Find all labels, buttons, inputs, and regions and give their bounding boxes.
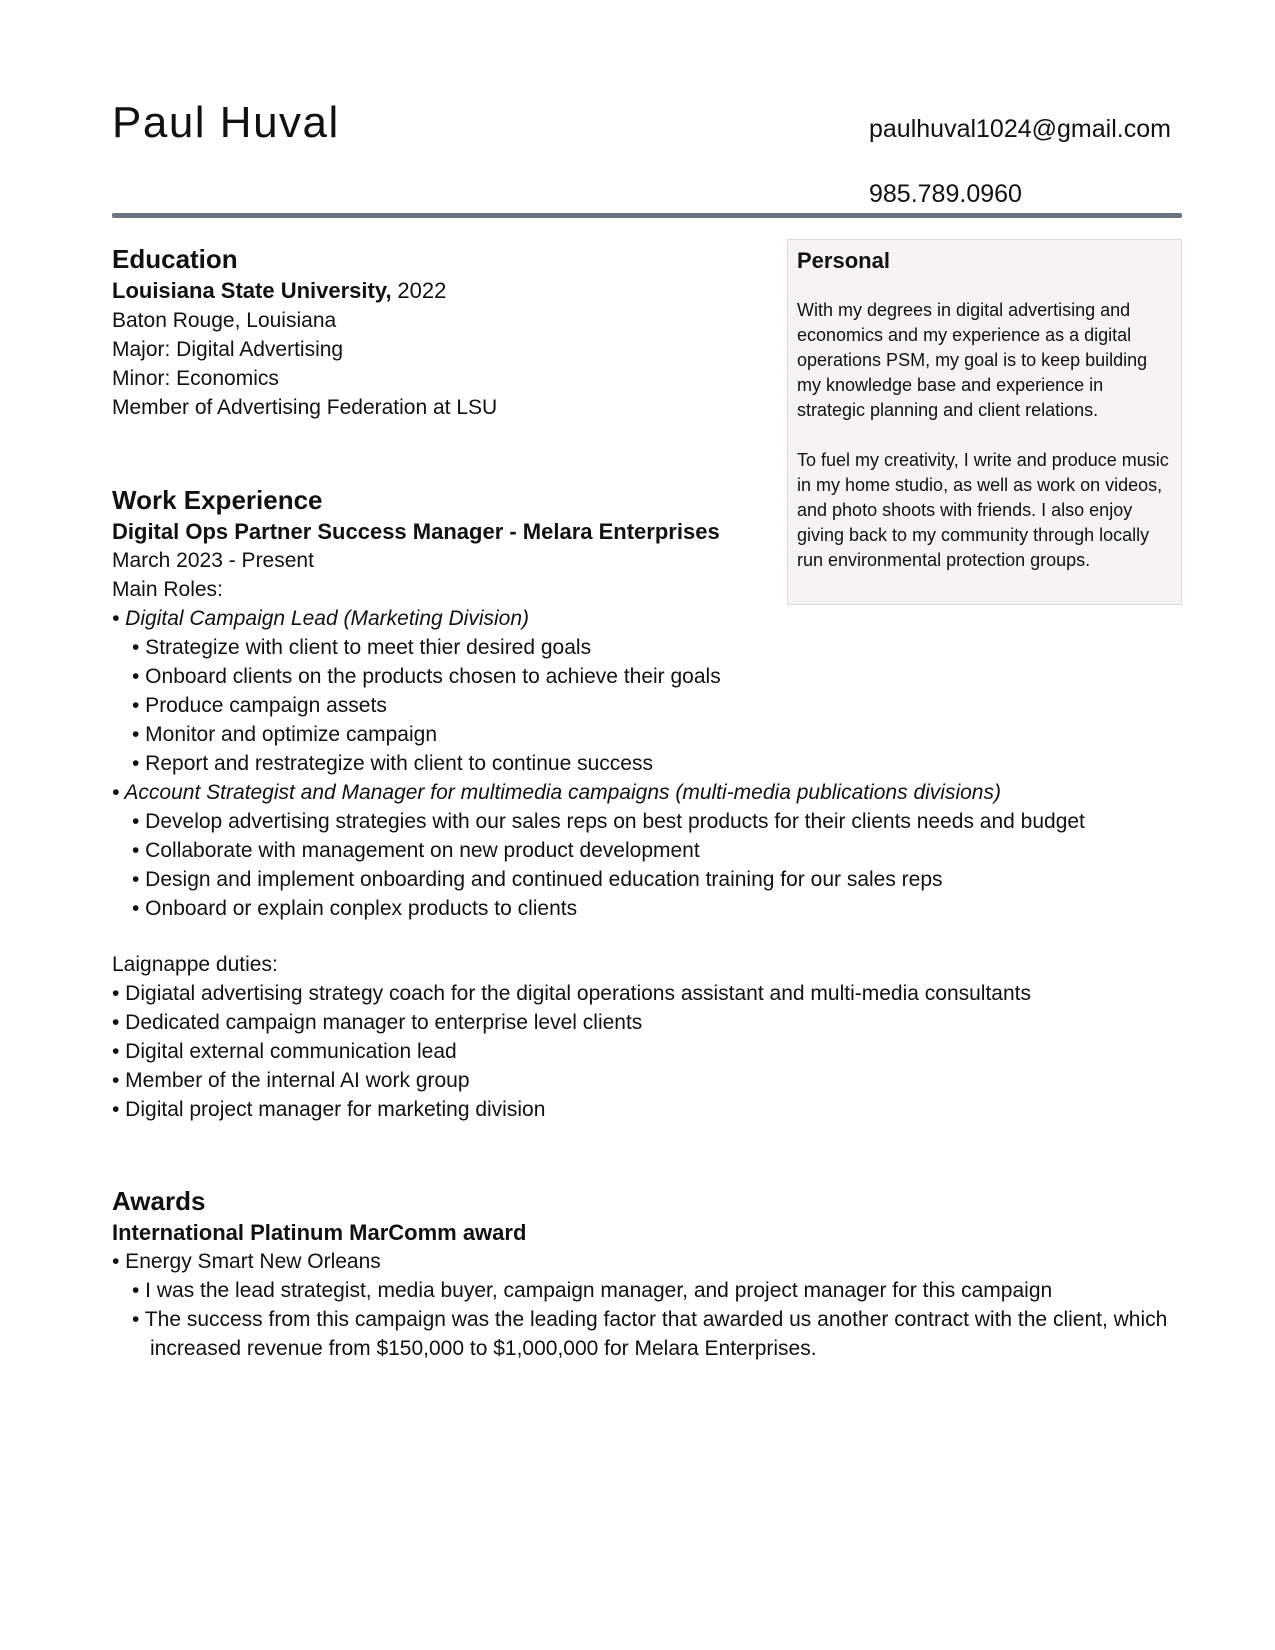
role-duty: • Monitor and optimize campaign	[132, 723, 438, 746]
resume-name: Paul Huval	[112, 98, 340, 147]
role-duty: • Onboard or explain conplex products to clients	[132, 897, 578, 920]
main-roles-label: Main Roles:	[112, 578, 223, 601]
awards-heading: Awards	[112, 1186, 206, 1216]
role-duty: • Develop advertising strategies with our sales reps on best products for their clients needs and budget	[132, 810, 1085, 833]
award-name: International Platinum MarComm award	[112, 1220, 527, 1245]
graduation-year: 2022	[397, 278, 447, 303]
education-minor: Minor: Economics	[112, 367, 279, 390]
lagniappe-label: Laignappe duties:	[112, 953, 278, 976]
education-major: Major: Digital Advertising	[112, 338, 344, 361]
awards-block	[112, 1218, 1210, 1363]
award-campaign: • Energy Smart New Orleans	[112, 1250, 381, 1273]
role-duty: • Produce campaign assets	[132, 694, 387, 717]
spacer	[112, 923, 1085, 950]
header-divider	[112, 213, 1182, 218]
role-duty: • Collaborate with management on new product development	[132, 839, 700, 862]
personal-heading: Personal	[797, 248, 890, 273]
school-name: Louisiana State University,	[112, 278, 392, 303]
contact-phone[interactable]: 985.789.0960	[869, 180, 1022, 208]
role-duty: • Design and implement onboarding and continued education training for our sales reps	[132, 868, 943, 891]
work-block	[112, 517, 1085, 1124]
role-duty: • Strategize with client to meet thier desired goals	[132, 636, 592, 659]
job-position: Digital Ops Partner Success Manager - Melara Enterprises	[112, 519, 720, 544]
personal-paragraph-2: To fuel my creativity, I write and produce music in my home studio, as well as work on videos, and photo shoots with friends. I also enjoy giving back to my community through locally run environmental protection groups.	[797, 450, 1169, 570]
lagniappe-item: • Digital external communication lead	[112, 1040, 457, 1063]
role-title: • Digital Campaign Lead (Marketing Division)	[112, 607, 530, 630]
work-heading: Work Experience	[112, 485, 323, 515]
lagniappe-item: • Digiatal advertising strategy coach for the digital operations assistant and multi-media consultants	[112, 982, 1031, 1005]
education-block	[112, 276, 497, 422]
education-location: Baton Rouge, Louisiana	[112, 309, 337, 332]
education-school-line	[112, 276, 497, 306]
lagniappe-item: • Digital project manager for marketing division	[112, 1098, 546, 1121]
role-duty: • Onboard clients on the products chosen to achieve their goals	[132, 665, 721, 688]
award-detail: • I was the lead strategist, media buyer, campaign manager, and project manager for this campaign	[132, 1279, 1053, 1302]
role-duty: • Report and restrategize with client to continue success	[132, 752, 653, 775]
education-membership: Member of Advertising Federation at LSU	[112, 396, 498, 419]
personal-paragraph-1: With my degrees in digital advertising and economics and my experience as a digital operations PSM, my goal is to keep building my knowledge base and experience in strategic planning and client relations.	[797, 300, 1148, 420]
lagniappe-item: • Dedicated campaign manager to enterprise level clients	[112, 1011, 643, 1034]
award-detail: • The success from this campaign was the leading factor that awarded us another contract with the client, which increased revenue from $150,000 to $1,000,000 for Melara Enterprises.	[132, 1308, 1168, 1360]
role-title: • Account Strategist and Manager for multimedia campaigns (multi-media publications divisions)	[112, 781, 1001, 804]
job-dates: March 2023 - Present	[112, 549, 314, 572]
lagniappe-item: • Member of the internal AI work group	[112, 1069, 470, 1092]
contact-email[interactable]: paulhuval1024@gmail.com	[869, 115, 1171, 143]
education-heading: Education	[112, 244, 238, 274]
